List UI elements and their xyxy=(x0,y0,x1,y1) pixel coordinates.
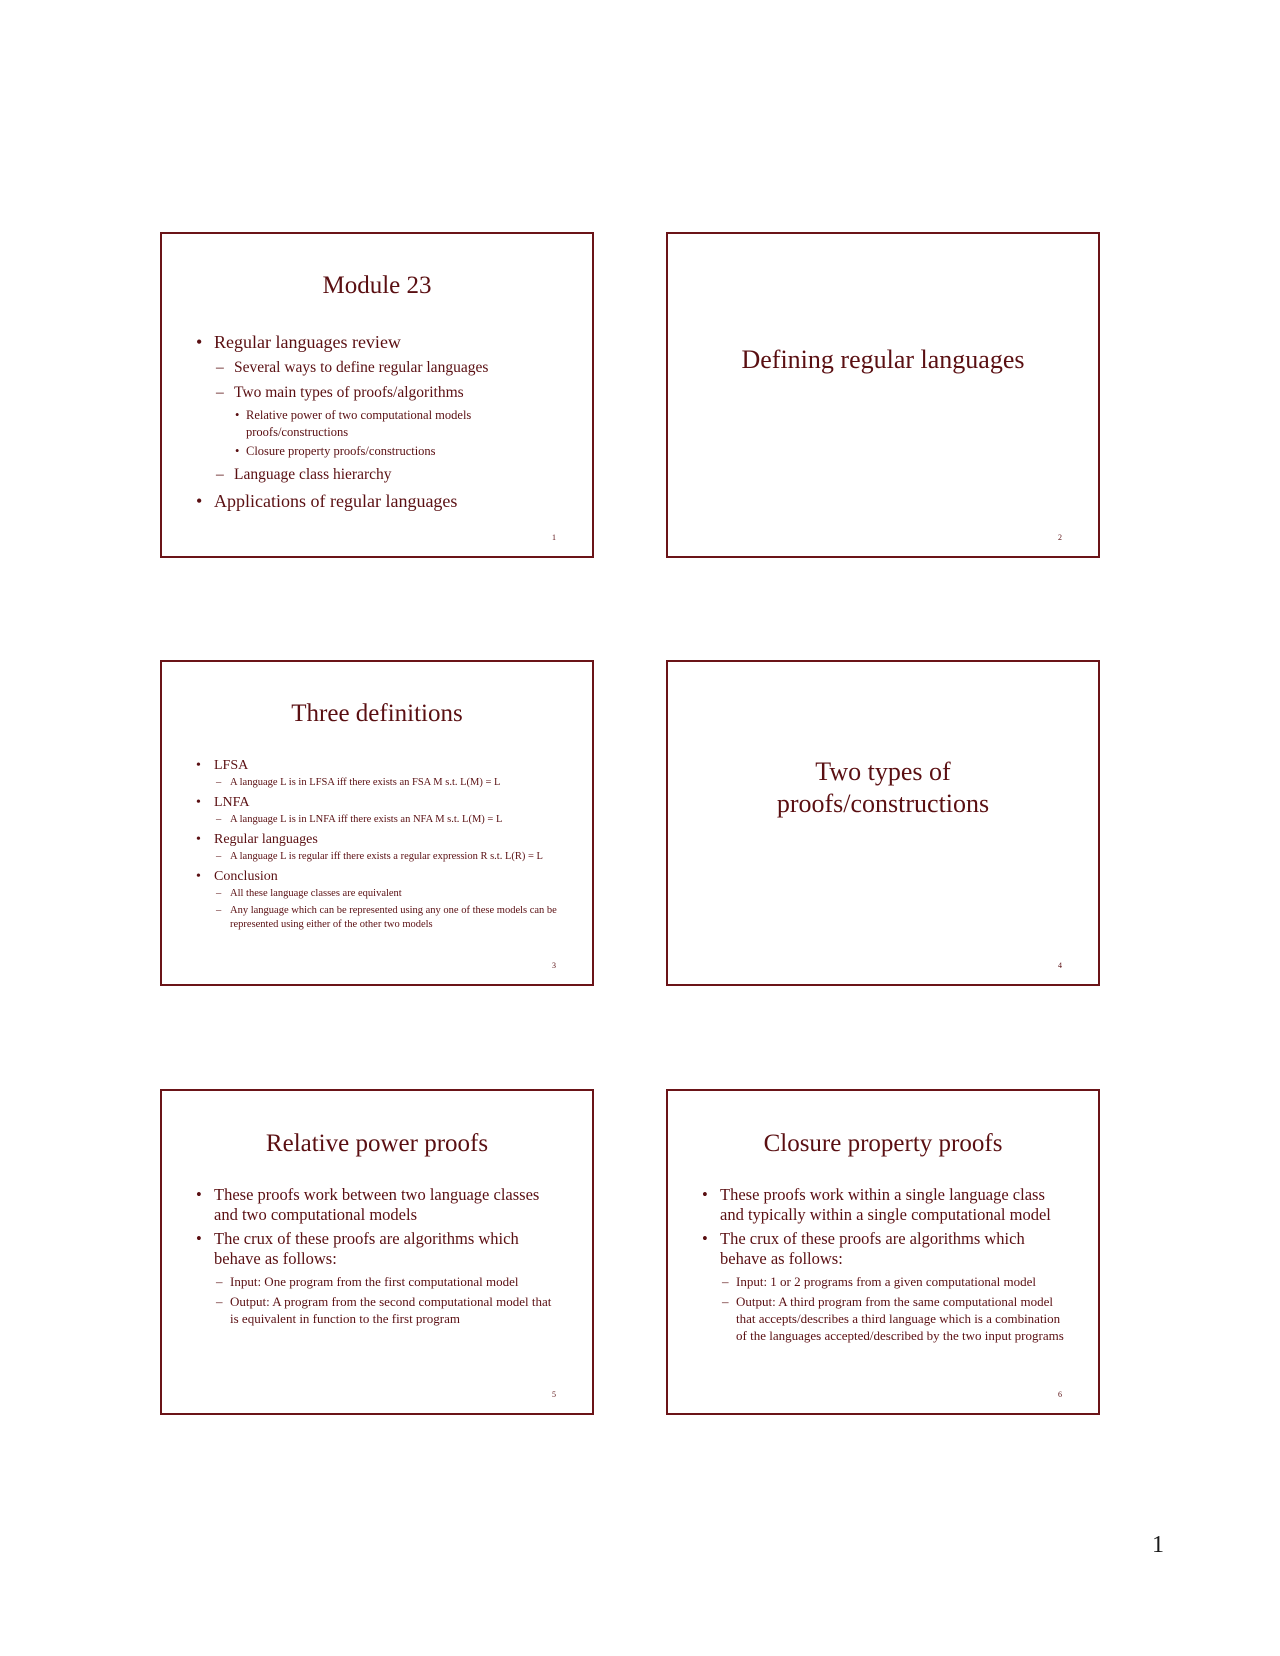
bullet-list xyxy=(196,1185,562,1330)
slide-3 xyxy=(160,660,594,986)
slide-number: 4 xyxy=(1058,961,1062,970)
sub-bullet-item: – Output: A third program from the same computational model that accepts/describes a third language which is a combination of the languages accepted/described by the two input programs xyxy=(722,1293,1068,1344)
slide-5 xyxy=(160,1089,594,1415)
slide-6 xyxy=(666,1089,1100,1415)
bullet-item: • LNFA xyxy=(196,793,562,812)
sub-bullet-item: – Language class hierarchy xyxy=(216,462,562,487)
bullet-item: • LFSA xyxy=(196,756,562,775)
bullet-item: • Regular languages review xyxy=(196,330,562,355)
bullet-item: • Conclusion xyxy=(196,867,562,886)
slide-4 xyxy=(666,660,1100,986)
sub-bullet-item: – A language L is in LNFA iff there exists an NFA M s.t. L(M) = L xyxy=(216,813,562,827)
sub-bullet-item: – Input: One program from the first computational model xyxy=(216,1273,562,1290)
sub-sub-bullet-item: • Relative power of two computational models proofs/constructions xyxy=(235,407,562,441)
bullet-item: • The crux of these proofs are algorithms which behave as follows: xyxy=(196,1229,562,1269)
bullet-list xyxy=(196,756,562,935)
slide-number: 1 xyxy=(552,533,556,542)
sub-bullet-item: – Input: 1 or 2 programs from a given computational model xyxy=(722,1273,1068,1290)
bullet-list xyxy=(702,1185,1068,1347)
bullet-item: • These proofs work between two language classes and two computational models xyxy=(196,1185,562,1225)
sub-bullet-item: – All these language classes are equivalent xyxy=(216,887,562,901)
slide-number: 3 xyxy=(552,961,556,970)
bullet-item: • These proofs work within a single language class and typically within a single computational model xyxy=(702,1185,1068,1225)
slide-title-line-2: proofs/constructions xyxy=(776,789,990,818)
bullet-list xyxy=(196,330,562,514)
sub-bullet-item: – Any language which can be represented using any one of these models can be represented using either of the other two models xyxy=(216,904,562,932)
sub-bullet-item: – Two main types of proofs/algorithms xyxy=(216,380,562,405)
slide-2 xyxy=(666,232,1100,558)
sub-bullet-item: – Several ways to define regular languages xyxy=(216,355,562,380)
sub-bullet-item: – Output: A program from the second computational model that is equivalent in function to the first program xyxy=(216,1293,562,1327)
slide-title: Three definitions xyxy=(291,700,463,727)
sub-bullet-item: – A language L is in LFSA iff there exists an FSA M s.t. L(M) = L xyxy=(216,776,562,790)
bullet-item: • The crux of these proofs are algorithms which behave as follows: xyxy=(702,1229,1068,1269)
slide-number: 6 xyxy=(1058,1390,1062,1399)
slide-title-line-1: Two types of xyxy=(815,757,951,786)
bullet-item: • Applications of regular languages xyxy=(196,489,562,514)
slide-1 xyxy=(160,232,594,558)
slide-title: Closure property proofs xyxy=(763,1130,1003,1157)
slide-title: Defining regular languages xyxy=(741,345,1025,374)
slide-number: 2 xyxy=(1058,533,1062,542)
slide-title: Module 23 xyxy=(322,272,432,299)
slide-number: 5 xyxy=(552,1390,556,1399)
sub-sub-bullet-item: • Closure property proofs/constructions xyxy=(235,443,562,460)
page-number: 1 xyxy=(1152,1532,1164,1558)
bullet-item: • Regular languages xyxy=(196,830,562,849)
slide-title: Relative power proofs xyxy=(265,1130,489,1157)
sub-bullet-item: – A language L is regular iff there exists a regular expression R s.t. L(R) = L xyxy=(216,850,562,864)
